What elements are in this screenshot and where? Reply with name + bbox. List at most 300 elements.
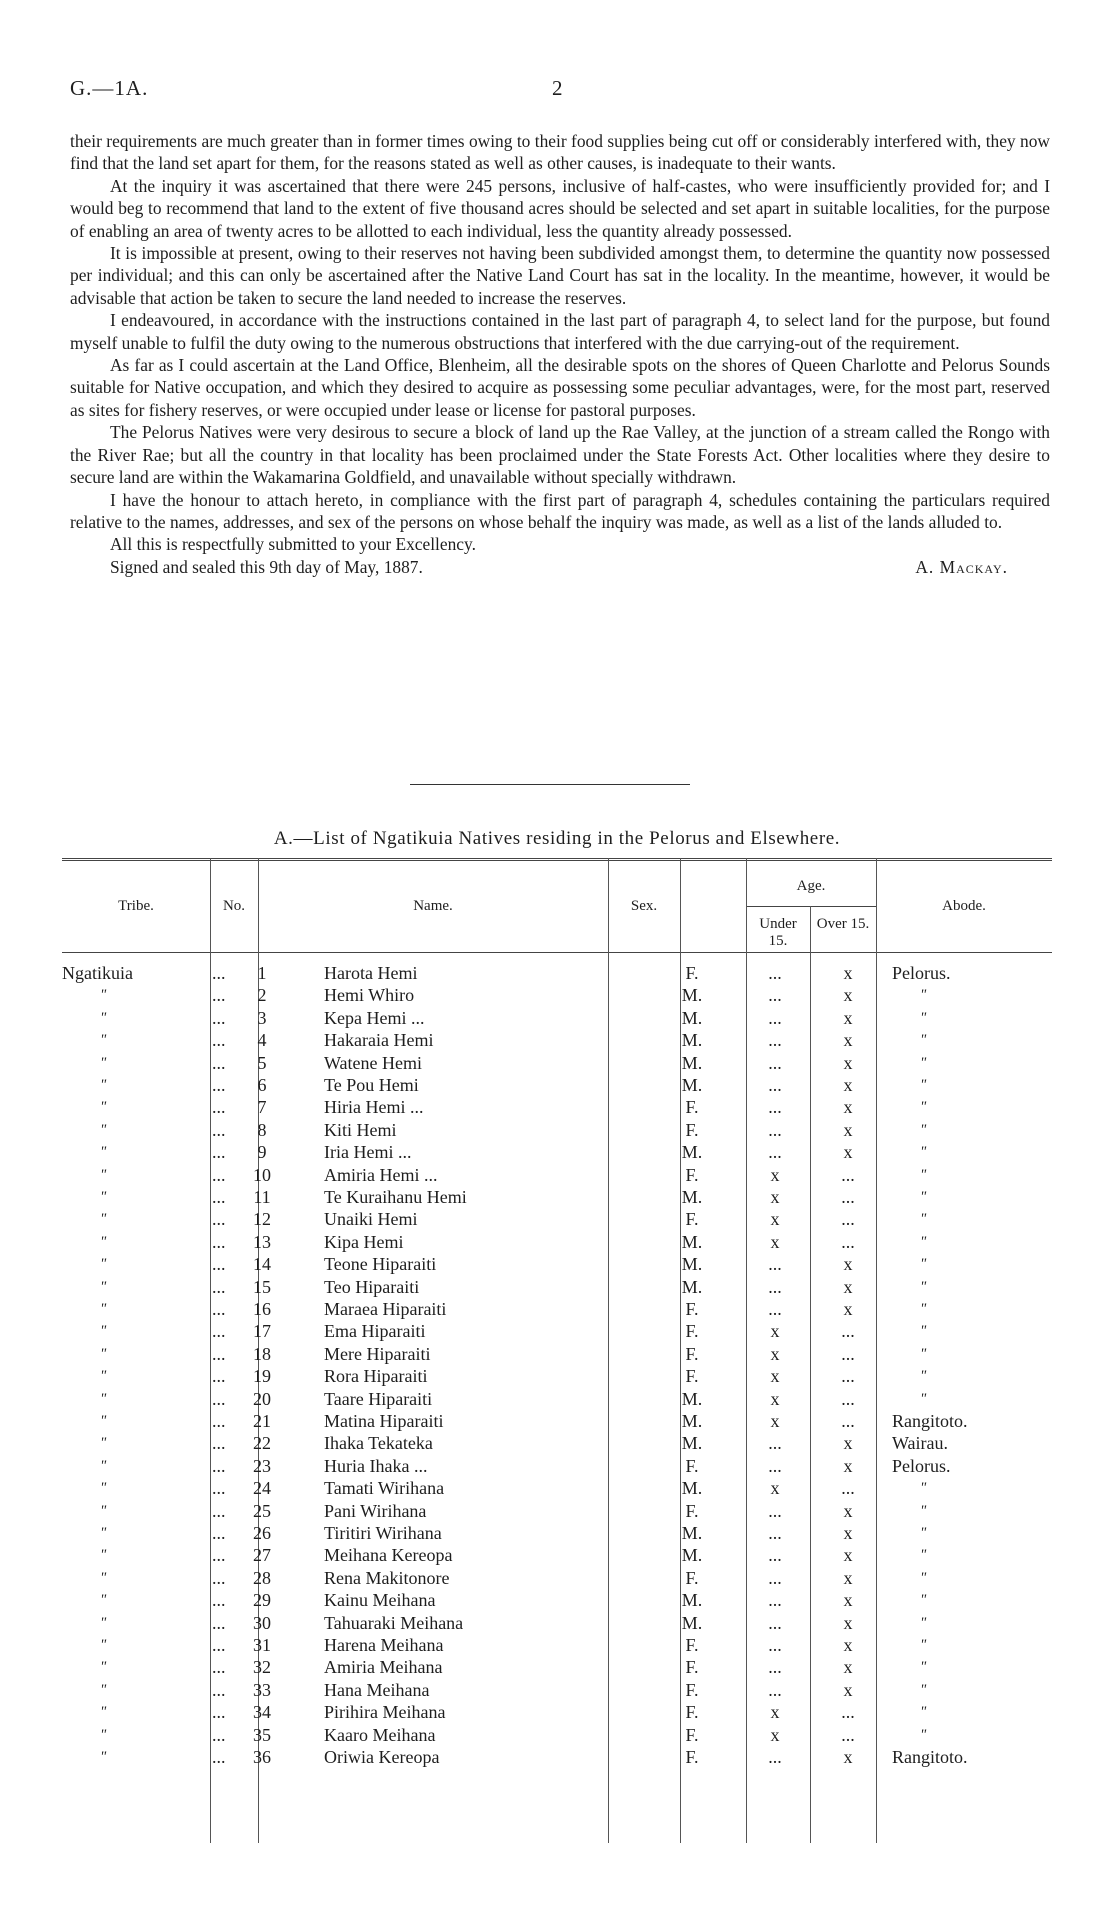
over-15-cell: x (843, 1500, 853, 1521)
tribe-cell: " (100, 1390, 107, 1407)
tribe-cell: " (100, 1368, 107, 1385)
leader-dots: ... (212, 1075, 226, 1095)
paragraph: The Pelorus Natives were very desirous to secure a block of land up the Rae Valley, at the junction of a stream called the Rongo with the River Rae; but all the country in that locality has been proclaimed under the State Forests Act. Other localities where they desire to secure land are within the Wakamarina Goldfield, and unavailable without specially withdrawn. (70, 422, 1050, 488)
name-cell: Hakaraia Hemi (324, 1030, 434, 1051)
tribe-cell: " (100, 1077, 107, 1093)
number-cell: 9 (257, 1142, 267, 1163)
name-cell: Tiritiri Wirihana (324, 1523, 442, 1543)
paragraph: I endeavoured, in accordance with the instructions contained in the last part of paragraph 4, to select land for the purpose, but found myself unable to fulfil the duty owing to the numerous obstructions that interfered with the due carrying-out of the requirement. (70, 310, 1050, 353)
leader-dots: ... (212, 1276, 226, 1297)
abode-cell: " (920, 1099, 927, 1116)
leader-dots: ... (212, 1030, 226, 1051)
tribe-cell: " (100, 1301, 107, 1317)
name-cell: Hana Meihana (324, 1679, 430, 1700)
number-cell: 1 (257, 963, 267, 983)
sex-cell: M. (681, 1075, 703, 1095)
name-cell: Kainu Meihana (324, 1590, 436, 1611)
sex-cell: F. (685, 1500, 699, 1521)
under-15-cell: ... (768, 1075, 782, 1095)
sex-cell: F. (685, 1747, 699, 1767)
table-row (62, 1074, 1052, 1096)
tribe-cell: " (100, 1413, 107, 1429)
over-15-cell: ... (841, 1209, 855, 1230)
under-15-cell: x (770, 1231, 780, 1252)
sex-cell: M. (681, 1612, 703, 1633)
leader-dots: ... (212, 1523, 226, 1543)
sex-cell: F. (685, 1321, 699, 1342)
under-15-cell: ... (768, 1455, 782, 1476)
table-row (62, 1119, 1052, 1141)
under-15-cell: ... (768, 1567, 782, 1588)
name-cell: Matina Hiparaiti (324, 1411, 444, 1431)
under-15-cell: x (770, 1343, 780, 1364)
tribe-cell: " (100, 1659, 107, 1676)
sex-cell: M. (681, 1388, 703, 1409)
abode-cell: Rangitoto. (892, 1411, 968, 1431)
number-cell: 27 (253, 1545, 271, 1566)
over-15-cell: ... (841, 1231, 855, 1252)
abode-cell: " (920, 1256, 927, 1273)
abode-cell: " (920, 987, 927, 1004)
leader-dots: ... (212, 963, 226, 983)
sex-cell: F. (685, 1657, 699, 1678)
tribe-cell: " (100, 1726, 107, 1743)
header-over-15: Over 15. (816, 916, 870, 932)
over-15-cell: ... (841, 1164, 855, 1185)
tribe-cell: " (100, 1256, 107, 1273)
abode-cell: " (920, 1009, 927, 1026)
leader-dots: ... (212, 1142, 226, 1163)
abode-cell: " (920, 1032, 927, 1049)
over-15-cell: ... (841, 1411, 855, 1431)
abode-cell: " (920, 1144, 927, 1161)
tribe-cell: " (100, 1233, 107, 1250)
table-row (62, 1432, 1052, 1454)
over-15-cell: ... (841, 1388, 855, 1409)
number-cell: 18 (253, 1343, 271, 1364)
header-age: Age. (796, 878, 826, 894)
abode-cell: " (920, 1323, 927, 1340)
abode-cell: " (920, 1502, 927, 1519)
tribe-cell: " (100, 1009, 107, 1026)
abode-cell: " (920, 1614, 927, 1631)
tribe-cell: " (100, 1637, 107, 1653)
age-sub-rule (746, 906, 876, 907)
tribe-cell: " (100, 1189, 107, 1205)
over-15-cell: ... (841, 1343, 855, 1364)
name-cell: Hemi Whiro (324, 985, 415, 1006)
number-cell: 2 (257, 985, 267, 1006)
leader-dots: ... (212, 1321, 226, 1342)
tribe-cell: " (100, 1681, 107, 1698)
sex-cell: M. (681, 985, 703, 1006)
table-row (62, 1656, 1052, 1678)
table-row (62, 1253, 1052, 1275)
leader-dots: ... (212, 1164, 226, 1185)
leader-dots: ... (212, 1590, 226, 1611)
under-15-cell: ... (768, 1612, 782, 1633)
name-cell: Watene Hemi (324, 1052, 423, 1073)
name-cell: Amiria Meihana (324, 1657, 443, 1678)
tribe-cell: " (100, 1278, 107, 1295)
leader-dots: ... (212, 1702, 226, 1723)
under-15-cell: ... (768, 1030, 782, 1051)
tribe-cell: " (100, 1525, 107, 1541)
leader-dots: ... (212, 1612, 226, 1633)
name-cell: Rora Hiparaiti (324, 1366, 428, 1387)
under-15-cell: ... (768, 1433, 782, 1454)
abode-cell: Pelorus. (892, 1455, 951, 1476)
tribe-cell: " (100, 1054, 107, 1071)
tribe-cell: " (100, 1502, 107, 1519)
leader-dots: ... (212, 1343, 226, 1364)
over-15-cell: x (843, 1075, 853, 1095)
over-15-cell: x (843, 1523, 853, 1543)
table-row (62, 1634, 1052, 1656)
number-cell: 11 (253, 1187, 271, 1207)
over-15-cell: x (843, 1097, 853, 1118)
table-row (62, 1567, 1052, 1589)
tribe-cell: " (100, 1480, 107, 1497)
table-row (62, 962, 1052, 984)
sex-cell: M. (681, 1276, 703, 1297)
tribe-cell: Ngatikuia (62, 963, 133, 983)
sex-cell: F. (685, 1702, 699, 1723)
over-15-cell: x (843, 1455, 853, 1476)
over-15-cell: x (843, 1679, 853, 1700)
abode-cell: " (920, 1278, 927, 1295)
number-cell: 4 (257, 1030, 267, 1051)
sex-cell: F. (685, 1455, 699, 1476)
tribe-cell: " (100, 987, 107, 1004)
table-row (62, 1679, 1052, 1701)
leader-dots: ... (212, 1299, 226, 1319)
name-cell: Hiria Hemi ... (324, 1097, 424, 1118)
table-row (62, 1410, 1052, 1432)
tribe-cell: " (100, 1569, 107, 1586)
abode-cell: " (920, 1525, 927, 1541)
tribe-cell: " (100, 1614, 107, 1631)
under-15-cell: ... (768, 1657, 782, 1678)
under-15-cell: x (770, 1478, 780, 1499)
name-cell: Kiti Hemi (324, 1119, 397, 1140)
over-15-cell: x (843, 1142, 853, 1163)
abode-cell: " (920, 1345, 927, 1362)
abode-cell: " (920, 1390, 927, 1407)
header-no: No. (222, 898, 246, 914)
table-row (62, 1052, 1052, 1074)
sex-cell: F. (685, 1679, 699, 1700)
number-cell: 8 (257, 1119, 267, 1140)
abode-cell: " (920, 1726, 927, 1743)
paragraph: As far as I could ascertain at the Land Office, Blenheim, all the desirable spots on the shores of Queen Charlotte and Pelorus Sounds suitable for Native occupation, and which they desired to acquire as possessing some peculiar advantages, were, for the most part, reserved as sites for fishery reserves, or were occupied under lease or license for pastoral purposes. (70, 355, 1050, 420)
table-row (62, 1186, 1052, 1208)
leader-dots: ... (212, 1433, 226, 1454)
over-15-cell: ... (841, 1478, 855, 1499)
number-cell: 35 (253, 1724, 271, 1745)
under-15-cell: x (770, 1187, 780, 1207)
leader-dots: ... (212, 1724, 226, 1745)
paragraph: their requirements are much greater than in former times owing to their food supplies being cut off or considerably interfered with, they now find that the land set apart for them, for the reasons stated as well as other causes, is inadequate to their wants. (70, 131, 1050, 174)
table-row (62, 1208, 1052, 1230)
name-cell: Teone Hiparaiti (324, 1254, 437, 1275)
table-row (62, 1724, 1052, 1746)
tribe-cell: " (100, 1547, 107, 1564)
table-row (62, 1320, 1052, 1342)
name-cell: Harota Hemi (324, 963, 418, 983)
over-15-cell: x (843, 1299, 853, 1319)
table-row (62, 1701, 1052, 1723)
under-15-cell: ... (768, 1142, 782, 1163)
sex-cell: F. (685, 1635, 699, 1655)
table-row (62, 1343, 1052, 1365)
number-cell: 25 (253, 1500, 271, 1521)
tribe-cell: " (100, 1032, 107, 1049)
name-cell: Kepa Hemi ... (324, 1007, 425, 1028)
paragraph: At the inquiry it was ascertained that there were 245 persons, inclusive of half-castes, who were insufficiently provided for; and I would beg to recommend that land to the extent of five thousand acres should be selected and set apart in suitable localities, for the purpose of enabling an area of twenty acres to be allotted to each individual, less the quantity already possessed. (70, 175, 1050, 241)
under-15-cell: x (770, 1209, 780, 1230)
tribe-cell: " (100, 1435, 107, 1452)
number-cell: 28 (253, 1567, 271, 1588)
header-name: Name. (413, 898, 453, 914)
number-cell: 12 (253, 1209, 271, 1230)
under-15-cell: ... (768, 1500, 782, 1521)
abode-cell: " (920, 1368, 927, 1385)
sex-cell: F. (685, 1299, 699, 1319)
under-15-cell: x (770, 1702, 780, 1723)
tribe-cell: " (100, 1211, 107, 1228)
under-15-cell: x (770, 1388, 780, 1409)
sex-cell: F. (685, 963, 699, 983)
table-row (62, 1141, 1052, 1163)
table-row (62, 1589, 1052, 1611)
name-cell: Pani Wirihana (324, 1500, 427, 1521)
over-15-cell: x (843, 1567, 853, 1588)
tribe-cell: " (100, 1323, 107, 1340)
under-15-cell: ... (768, 1590, 782, 1611)
name-cell: Ema Hiparaiti (324, 1321, 426, 1342)
sex-cell: M. (681, 1545, 703, 1566)
table-row (62, 1500, 1052, 1522)
leader-dots: ... (212, 1097, 226, 1118)
tribe-cell: " (100, 1704, 107, 1721)
under-15-cell: ... (768, 1007, 782, 1028)
name-cell: Maraea Hiparaiti (324, 1299, 447, 1319)
table-row (62, 1365, 1052, 1387)
sex-cell: F. (685, 1724, 699, 1745)
under-15-cell: x (770, 1321, 780, 1342)
name-cell: Kipa Hemi (324, 1231, 404, 1252)
over-15-cell: x (843, 1254, 853, 1275)
leader-dots: ... (212, 1007, 226, 1028)
under-15-cell: ... (768, 1119, 782, 1140)
name-cell: Teo Hiparaiti (324, 1276, 420, 1297)
number-cell: 21 (253, 1411, 271, 1431)
table-row (62, 1544, 1052, 1566)
sex-cell: M. (681, 1231, 703, 1252)
tribe-cell: " (100, 1345, 107, 1362)
under-15-cell: x (770, 1366, 780, 1387)
sex-cell: F. (685, 1209, 699, 1230)
tribe-cell: " (100, 1592, 107, 1609)
number-cell: 16 (253, 1299, 271, 1319)
over-15-cell: x (843, 1657, 853, 1678)
sex-cell: M. (681, 1007, 703, 1028)
abode-cell: " (920, 1637, 927, 1653)
number-cell: 3 (257, 1007, 267, 1028)
sex-cell: F. (685, 1097, 699, 1118)
leader-dots: ... (212, 1411, 226, 1431)
body-text (70, 130, 1050, 578)
abode-cell: " (920, 1189, 927, 1205)
under-15-cell: ... (768, 1052, 782, 1073)
number-cell: 36 (253, 1747, 271, 1767)
sex-cell: M. (681, 1187, 703, 1207)
abode-cell: Pelorus. (892, 963, 951, 983)
leader-dots: ... (212, 1545, 226, 1566)
table-row (62, 1231, 1052, 1253)
over-15-cell: x (843, 1052, 853, 1073)
table-row (62, 1298, 1052, 1320)
name-cell: Amiria Hemi ... (324, 1164, 438, 1185)
leader-dots: ... (212, 1657, 226, 1678)
name-cell: Meihana Kereopa (324, 1545, 453, 1566)
tribe-cell: " (100, 1121, 107, 1138)
abode-cell: " (920, 1704, 927, 1721)
page-reference: G.—1A. (70, 76, 149, 100)
sex-cell: M. (681, 1142, 703, 1163)
table-row (62, 1477, 1052, 1499)
abode-cell: " (920, 1121, 927, 1138)
signature-date: Signed and sealed this 9th day of May, 1887. (110, 556, 423, 577)
under-15-cell: ... (768, 1276, 782, 1297)
over-15-cell: ... (841, 1187, 855, 1207)
table-row (62, 1388, 1052, 1410)
number-cell: 22 (253, 1433, 271, 1454)
table-row (62, 984, 1052, 1006)
over-15-cell: ... (841, 1321, 855, 1342)
page-number: 2 (552, 76, 564, 100)
abode-cell: Rangitoto. (892, 1747, 968, 1767)
tribe-cell: " (100, 1749, 107, 1765)
table-row (62, 1164, 1052, 1186)
name-cell: Taare Hiparaiti (324, 1388, 433, 1409)
leader-dots: ... (212, 1567, 226, 1588)
leader-dots: ... (212, 1635, 226, 1655)
sex-cell: F. (685, 1343, 699, 1364)
abode-cell: " (920, 1681, 927, 1698)
leader-dots: ... (212, 1500, 226, 1521)
number-cell: 31 (253, 1635, 271, 1655)
number-cell: 17 (253, 1321, 271, 1342)
sex-cell: F. (685, 1567, 699, 1588)
over-15-cell: x (843, 1747, 853, 1767)
over-15-cell: x (843, 963, 853, 983)
over-15-cell: x (843, 1635, 853, 1655)
natives-table (62, 858, 1052, 1843)
over-15-cell: ... (841, 1724, 855, 1745)
header-under-15: Under 15. (759, 916, 797, 949)
tribe-cell: " (100, 1457, 107, 1474)
number-cell: 32 (253, 1657, 271, 1678)
number-cell: 23 (253, 1455, 271, 1476)
abode-cell: " (920, 1077, 927, 1093)
abode-cell: " (920, 1547, 927, 1564)
under-15-cell: x (770, 1164, 780, 1185)
sex-cell: M. (681, 1052, 703, 1073)
sex-cell: F. (685, 1119, 699, 1140)
abode-cell: " (920, 1592, 927, 1609)
leader-dots: ... (212, 1455, 226, 1476)
number-cell: 13 (253, 1231, 271, 1252)
name-cell: Rena Makitonore (324, 1567, 450, 1588)
over-15-cell: ... (841, 1366, 855, 1387)
under-15-cell: ... (768, 1523, 782, 1543)
signature-name: A. Mackay. (915, 556, 1008, 577)
table-row (62, 1007, 1052, 1029)
under-15-cell: ... (768, 1747, 782, 1767)
name-cell: Ihaka Tekateka (324, 1433, 433, 1454)
sex-cell: F. (685, 1164, 699, 1185)
number-cell: 10 (253, 1164, 271, 1185)
under-15-cell: ... (768, 1097, 782, 1118)
name-cell: Mere Hiparaiti (324, 1343, 431, 1364)
header-sex: Sex. (630, 898, 658, 914)
tribe-cell: " (100, 1144, 107, 1161)
over-15-cell: x (843, 1612, 853, 1633)
table-title: A.—List of Ngatikuia Natives residing in the Pelorus and Elsewhere. (273, 828, 841, 849)
under-15-cell: ... (768, 1545, 782, 1566)
sex-cell: M. (681, 1433, 703, 1454)
header-abode: Abode. (942, 898, 986, 914)
table-row (62, 1096, 1052, 1118)
name-cell: Te Pou Hemi (324, 1075, 419, 1095)
over-15-cell: x (843, 1545, 853, 1566)
signature-line (70, 556, 1050, 578)
number-cell: 26 (253, 1523, 271, 1543)
under-15-cell: x (770, 1724, 780, 1745)
table-row (62, 1029, 1052, 1051)
abode-cell: " (920, 1166, 927, 1183)
over-15-cell: x (843, 1119, 853, 1140)
name-cell: Unaiki Hemi (324, 1209, 418, 1230)
leader-dots: ... (212, 1119, 226, 1140)
abode-cell: " (920, 1480, 927, 1497)
paragraph: All this is respectfully submitted to your Excellency. (110, 534, 476, 555)
over-15-cell: x (843, 1433, 853, 1454)
leader-dots: ... (212, 1052, 226, 1073)
sex-cell: M. (681, 1590, 703, 1611)
table-row (62, 1276, 1052, 1298)
abode-cell: " (920, 1211, 927, 1228)
paragraph: It is impossible at present, owing to their reserves not having been subdivided amongst them, to determine the quantity now possessed per individual; and this can only be ascertained after the Native Land Court has sat in the locality. In the meantime, however, it would be advisable that action be taken to secure the land needed to increase the reserves. (70, 243, 1050, 308)
over-15-cell: x (843, 1276, 853, 1297)
leader-dots: ... (212, 1478, 226, 1499)
under-15-cell: ... (768, 985, 782, 1006)
under-15-cell: ... (768, 1635, 782, 1655)
number-cell: 20 (253, 1388, 271, 1409)
name-cell: Te Kuraihanu Hemi (324, 1187, 467, 1207)
over-15-cell: x (843, 1007, 853, 1028)
leader-dots: ... (212, 1209, 226, 1230)
name-cell: Tahuaraki Meihana (324, 1612, 464, 1633)
number-cell: 19 (253, 1366, 271, 1387)
number-cell: 14 (253, 1254, 271, 1275)
number-cell: 29 (253, 1590, 271, 1611)
sex-cell: M. (681, 1254, 703, 1275)
tribe-cell: " (100, 1099, 107, 1116)
tribe-cell: " (100, 1166, 107, 1183)
